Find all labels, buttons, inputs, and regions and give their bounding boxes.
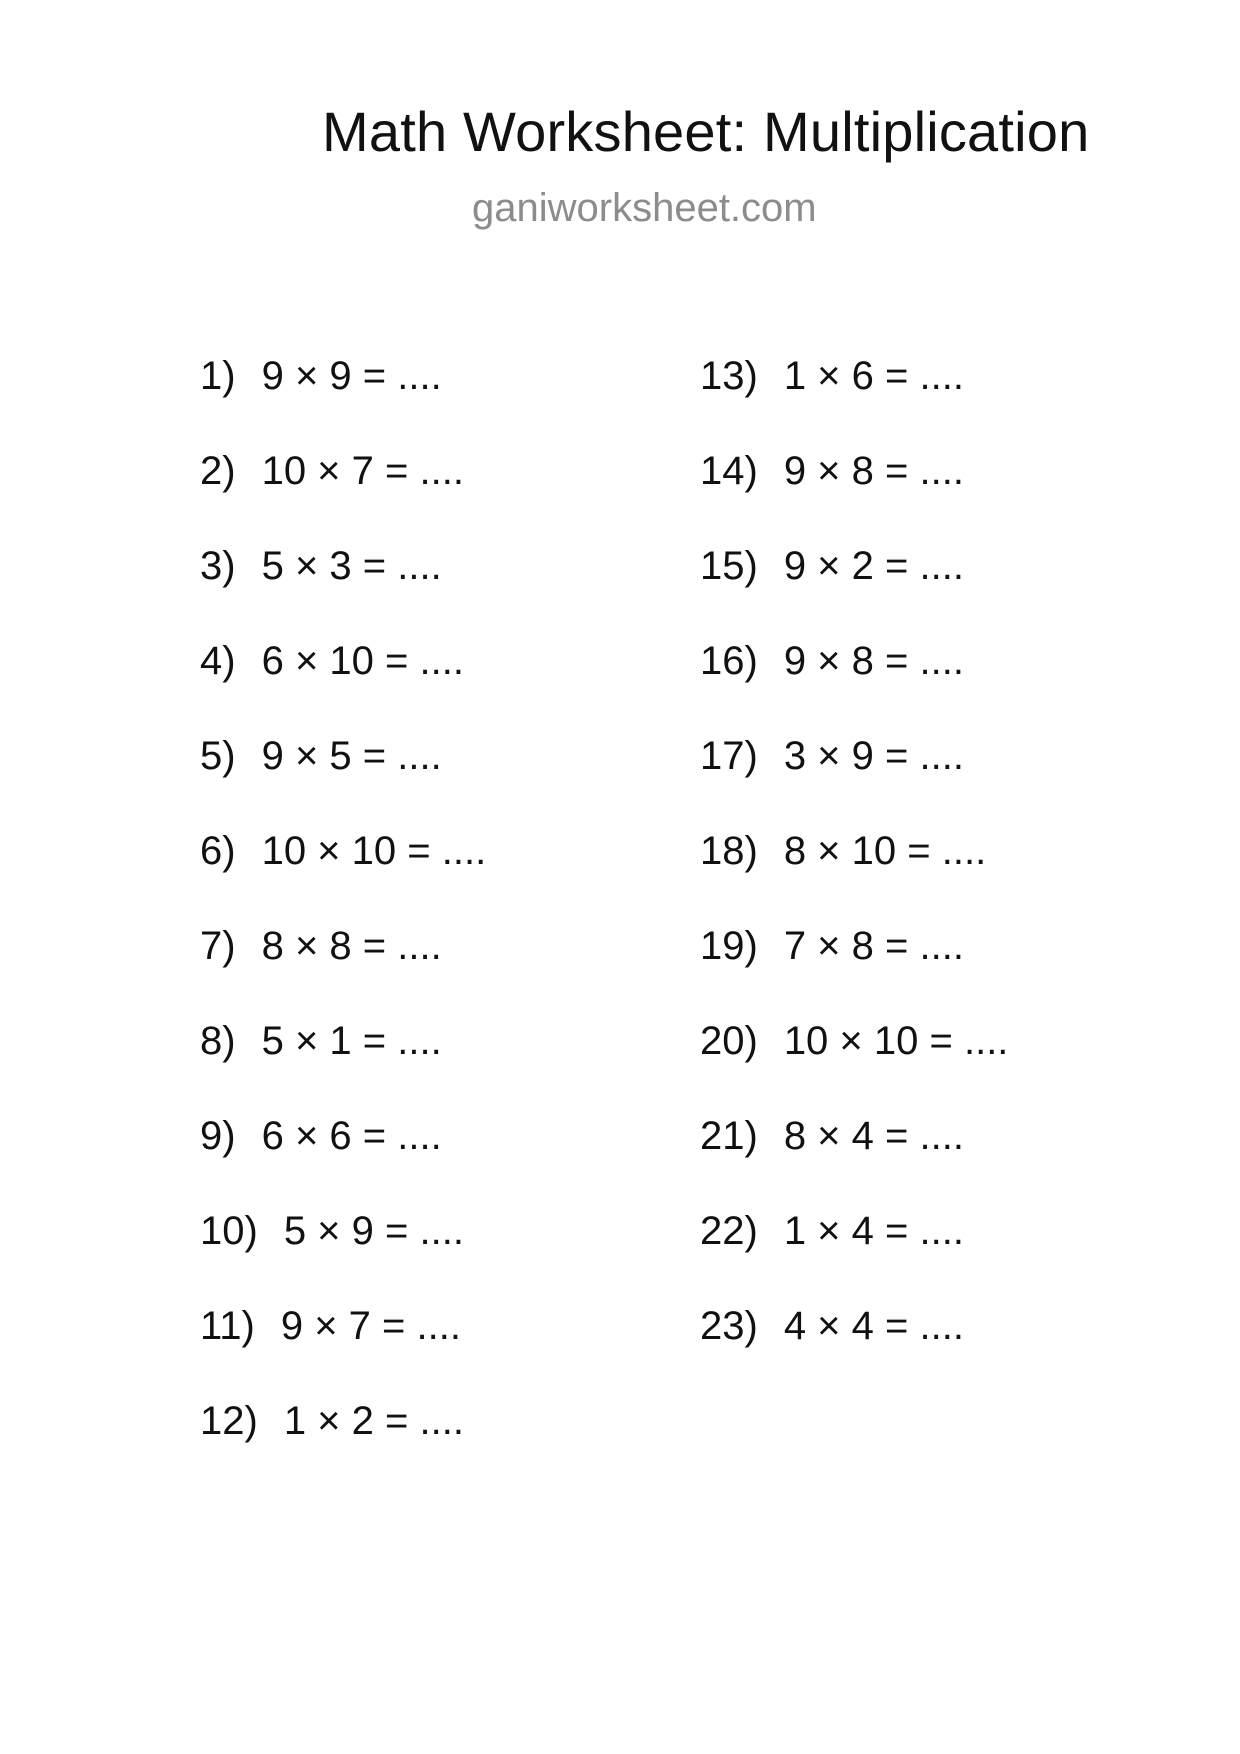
problem-number: 18) [700,829,758,873]
problem-number: 4) [200,639,236,683]
problem-expression: 9 × 8 = .... [783,449,964,493]
problem-number: 2) [200,449,236,493]
problem-expression: 8 × 8 = .... [261,924,442,968]
problem-number: 17) [700,734,758,778]
problem-expression: 9 × 9 = .... [261,354,442,398]
worksheet-title: Math Worksheet: Multiplication [322,100,1090,163]
problem-number: 22) [700,1209,758,1253]
problem-item [700,1207,1120,1302]
problem-number: 8) [200,1019,236,1063]
problem-column-right [700,352,1120,1397]
problem-column-left [200,352,620,1492]
problem-number: 15) [700,544,758,588]
problem-number: 6) [200,829,236,873]
problem-expression: 9 × 7 = .... [280,1304,461,1348]
problem-expression: 9 × 8 = .... [783,639,964,683]
problem-number: 12) [200,1399,258,1443]
problem-expression: 1 × 4 = .... [783,1209,964,1253]
problem-item [200,1017,620,1112]
problem-item [200,732,620,827]
problem-item [200,542,620,637]
problem-item [700,1017,1120,1112]
problem-item [200,827,620,922]
problem-number: 5) [200,734,236,778]
problem-number: 14) [700,449,758,493]
problem-expression: 4 × 4 = .... [783,1304,964,1348]
problem-number: 16) [700,639,758,683]
problem-item [200,1397,620,1492]
problem-number: 20) [700,1019,758,1063]
problem-expression: 9 × 2 = .... [783,544,964,588]
problem-expression: 10 × 7 = .... [261,449,464,493]
problem-number: 9) [200,1114,236,1158]
problem-item [200,352,620,447]
problem-number: 19) [700,924,758,968]
problem-expression: 5 × 9 = .... [283,1209,464,1253]
problem-item [700,352,1120,447]
problem-expression: 8 × 4 = .... [783,1114,964,1158]
problem-expression: 3 × 9 = .... [783,734,964,778]
problem-expression: 6 × 10 = .... [261,639,464,683]
problem-item [200,922,620,1017]
problem-item [200,1207,620,1302]
problem-expression: 5 × 1 = .... [261,1019,442,1063]
problem-item [700,542,1120,637]
problem-expression: 6 × 6 = .... [261,1114,442,1158]
problem-item [200,447,620,542]
worksheet-source: ganiworksheet.com [472,186,817,230]
problem-number: 10) [200,1209,258,1253]
problem-expression: 9 × 5 = .... [261,734,442,778]
problem-item [700,637,1120,732]
problem-number: 3) [200,544,236,588]
problem-item [700,1302,1120,1397]
problem-number: 1) [200,354,236,398]
problem-item [700,827,1120,922]
problem-number: 23) [700,1304,758,1348]
problem-number: 11) [200,1304,255,1348]
problem-expression: 5 × 3 = .... [261,544,442,588]
problem-expression: 1 × 2 = .... [283,1399,464,1443]
problem-expression: 1 × 6 = .... [783,354,964,398]
problem-expression: 10 × 10 = .... [783,1019,1009,1063]
problem-number: 13) [700,354,758,398]
problem-number: 7) [200,924,236,968]
problem-number: 21) [700,1114,758,1158]
problem-item [700,732,1120,827]
problem-expression: 7 × 8 = .... [783,924,964,968]
problem-item [700,922,1120,1017]
problem-item [200,1302,620,1397]
problem-expression: 8 × 10 = .... [783,829,987,873]
problem-item [200,1112,620,1207]
problem-item [700,447,1120,542]
problem-expression: 10 × 10 = .... [261,829,487,873]
problem-item [700,1112,1120,1207]
problem-item [200,637,620,732]
